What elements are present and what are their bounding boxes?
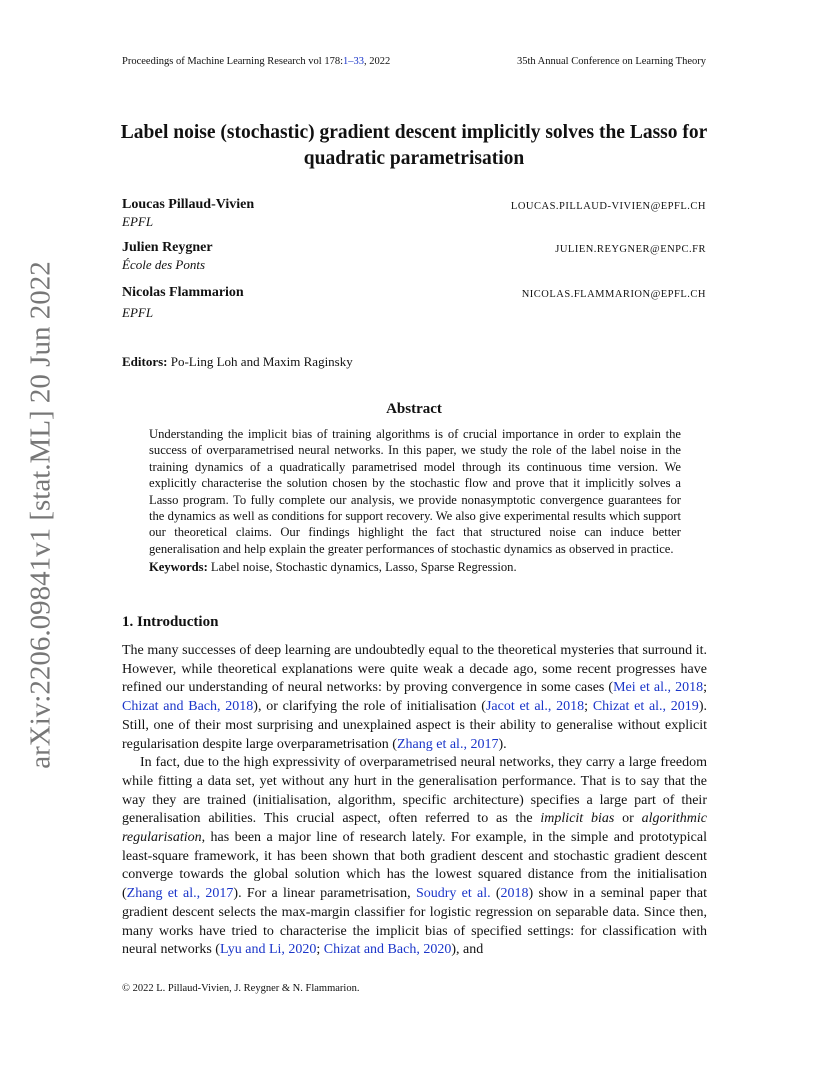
author-name: Nicolas Flammarion [122,285,244,300]
paragraph-1: The many successes of deep learning are undoubtedly equal to the theoretical mysteries that surround it. However, while theoretical explanations were quite weak a decade ago, some recent progresses have refined our understanding of neural networks: by proving convergence in some cases (Mei et al., 2018; Chizat and Bach, 2018), or clarifying the role of initialisation (Jacot et al., 2018; Chizat et al., 2019). Still, one of their most surprising and unexplained aspect is their ability to generalise without explicit regularisation despite large overparametrisation (Zhang et al., 2017). [122,643,707,752]
citation-link[interactable]: Mei et al., 2018 [613,680,704,696]
abstract-text: Understanding the implicit bias of training algorithms is of crucial importance in order to explain the success of overparametrised neural networks. In this paper, we study the role of the label noise in the training dynamics of a quadratically parametrised model through its continuous time version. We explicitly characterise the solution chosen by the stochastic flow and prove that it implicitly solves a Lasso program. To fully complete our analysis, we provide nonasymptotic convergence guarantees for the dynamics as well as conditions for support recovery. We also give experimental results which support our theoretical claims. Our findings highlight the fact that structured noise can induce better generalisation and help explain the greater performances of stochastic dynamics as observed in practice. [149,427,681,556]
author-email[interactable]: LOUCAS.PILLAUD-VIVIEN@EPFL.CH [510,201,706,212]
citation-link[interactable]: Soudry et al. [415,886,491,902]
citation-link[interactable]: Chizat and Bach, 2018 [122,699,254,715]
author-email[interactable]: NICOLAS.FLAMMARION@EPFL.CH [521,289,706,300]
citation-link[interactable]: Chizat and Bach, 2020 [323,942,452,958]
author-name: Julien Reygner [122,240,213,255]
citation-link[interactable]: 2018 [500,886,529,902]
author-affiliation: École des Ponts [122,257,206,272]
keywords: Keywords: Label noise, Stochastic dynamics, Lasso, Sparse Regression. [149,560,517,575]
paragraph-2: In fact, due to the high expressivity of overparametrised neural networks, they carry a large freedom while fitting a data set, yet without any hurt in the generalisation performance. That is to say that the way they are trained (initialisation, algorithm, specific architecture) specifies a large part of their generalisation abilities. This crucial aspect, often referred to as the implicit bias or algorithmic regularisation, has been a major line of research lately. For example, in the simple and prototypical least-square framework, it has been shown that both gradient descent and stochastic gradient descent converge towards the global solution which has the lowest squared distance from the initialisation (Zhang et al., 2017). For a linear parametrisation, Soudry et al. (2018) show in a seminal paper that gradient descent selects the max-margin classifier for logistic regression on separable data. Since then, many works have tried to characterise the implicit bias of specified settings: for classification with neural networks (Lyu and Li, 2020; Chizat and Bach, 2020), and [122,755,707,958]
citation-link[interactable]: Jacot et al., 2018 [485,699,585,715]
author-3 [122,285,244,321]
running-header-left: Proceedings of Machine Learning Research vol 178:1–33, 2022 [122,56,391,67]
body-text [122,642,707,960]
author-1 [122,197,254,230]
copyright-footer: © 2022 L. Pillaud-Vivien, J. Reygner & N. Flammarion. [122,983,360,994]
citation-link[interactable]: Chizat et al., 2019 [592,699,699,715]
author-affiliation: EPFL [122,214,154,229]
citation-link[interactable]: Zhang et al., 2017 [396,736,499,752]
paper-title: Label noise (stochastic) gradient descent implicitly solves the Lasso for quadratic parametrisation [120,122,708,169]
editors-line: Editors: Po-Ling Loh and Maxim Raginsky [122,354,353,369]
citation-link[interactable]: Zhang et al., 2017 [126,886,234,902]
author-affiliation: EPFL [122,305,154,320]
section-heading: 1. Introduction [122,614,219,630]
author-2 [122,240,213,273]
arxiv-identifier: arXiv:2206.09841v1 [stat.ML] 20 Jun 2022 [24,261,57,769]
abstract [149,426,681,576]
author-name: Loucas Pillaud-Vivien [122,197,255,212]
page-range-link[interactable]: 1–33 [343,56,365,67]
author-email[interactable]: JULIEN.REYGNER@ENPC.FR [555,244,706,255]
arxiv-sidebar [21,261,61,769]
running-header-right: 35th Annual Conference on Learning Theory [516,56,706,67]
citation-link[interactable]: Lyu and Li, 2020 [219,942,317,958]
abstract-heading: Abstract [386,401,442,417]
